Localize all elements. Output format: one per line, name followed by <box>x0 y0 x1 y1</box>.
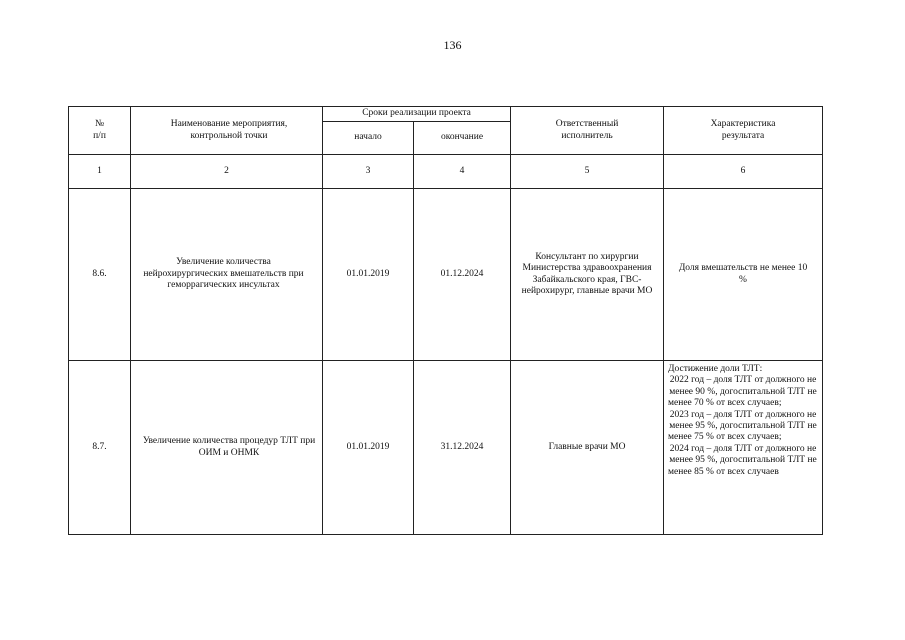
header-responsible: Ответственный исполнитель <box>511 107 664 155</box>
column-number-row <box>69 155 823 189</box>
table-row <box>69 189 823 361</box>
row-number: 8.6. <box>69 189 131 361</box>
header-period: Сроки реализации проекта <box>323 107 511 122</box>
column-number: 2 <box>131 155 323 189</box>
header-start: начало <box>323 122 414 155</box>
header-result: Характеристика результата <box>664 107 823 155</box>
row-result <box>664 361 823 535</box>
result-line: 2024 год – доля ТЛТ от должного не менее 95 %, догоспитальной ТЛТ не менее 85 % от всех случаев <box>668 443 817 477</box>
column-number: 6 <box>664 155 823 189</box>
table-row <box>69 361 823 535</box>
header-row-top <box>69 107 823 122</box>
result-line: 2022 год – доля ТЛТ от должного не менее 90 %, догоспитальной ТЛТ не менее 70 % от всех случаев; <box>668 375 817 409</box>
result-line: Достижение доли ТЛТ: <box>668 364 763 374</box>
header-activity-name: Наименование мероприятия, контрольной точки <box>131 107 323 155</box>
column-number: 4 <box>414 155 511 189</box>
page-number: 136 <box>443 38 462 52</box>
column-number: 1 <box>69 155 131 189</box>
activity-table <box>68 106 823 535</box>
row-responsible: Главные врачи МО <box>511 361 664 535</box>
row-start-date: 01.01.2019 <box>323 189 414 361</box>
row-end-date: 31.12.2024 <box>414 361 511 535</box>
row-activity-name: Увеличение количества процедур ТЛТ при ОИМ и ОНМК <box>131 361 323 535</box>
row-responsible: Консультант по хирургии Министерства здравоохранения Забайкальского края, ГВС-нейрохирург, главные врачи МО <box>511 189 664 361</box>
row-activity-name: Увеличение количества нейрохирургических вмешательств при геморрагических инсультах <box>131 189 323 361</box>
row-start-date: 01.01.2019 <box>323 361 414 535</box>
row-number: 8.7. <box>69 361 131 535</box>
header-number: № п/п <box>69 107 131 155</box>
row-end-date: 01.12.2024 <box>414 189 511 361</box>
header-end: окончание <box>414 122 511 155</box>
column-number: 5 <box>511 155 664 189</box>
column-number: 3 <box>323 155 414 189</box>
result-lines <box>668 362 818 480</box>
result-line: 2023 год – доля ТЛТ от должного не менее 95 %, догоспитальной ТЛТ не менее 75 % от всех случаев; <box>668 409 817 443</box>
row-result: Доля вмешательств не менее 10 % <box>664 189 823 361</box>
